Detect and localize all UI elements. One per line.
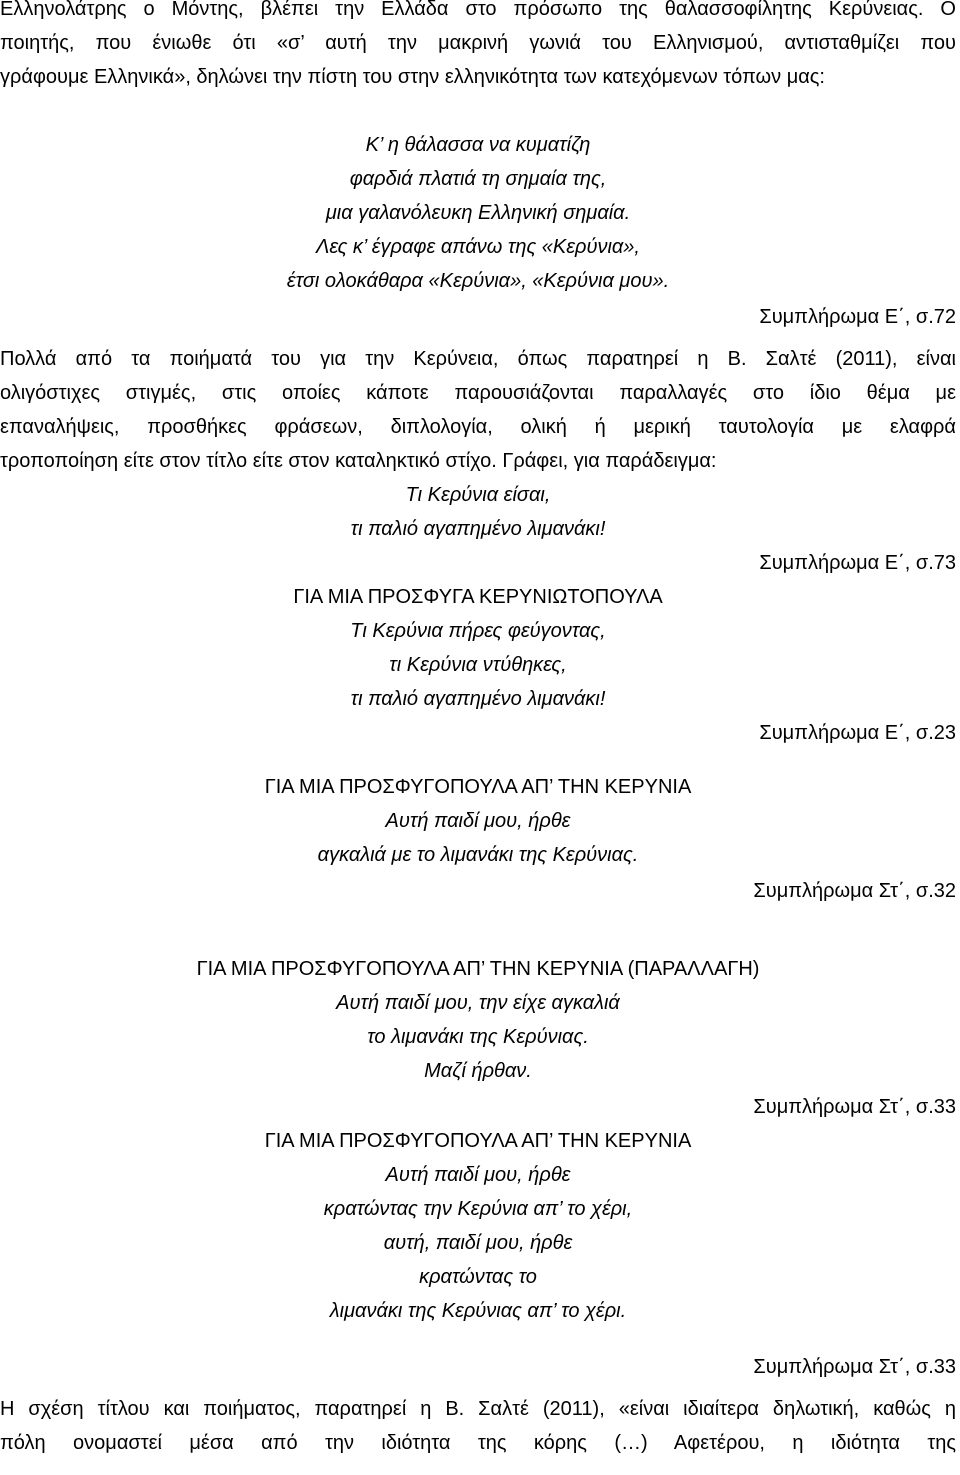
poem-3-line-1: Τι Κερύνια πήρες φεύγοντας, [350,620,606,642]
poem-4-source: Συμπλήρωμα Στ΄, σ.32 [753,880,956,902]
body-line-2: ολιγόστιχες στιγμές, στις οποίες κάποτε παρουσιάζονται παραλλαγές στο ίδιο θέμα με [0,382,956,404]
poem-4-line-2: αγκαλιά με το λιμανάκι της Κερύνιας. [317,844,639,866]
poem-4-line-1: Αυτή παιδί μου, ήρθε [385,810,571,832]
poem-1-line-3: μια γαλανόλευκη Ελληνική σημαία. [325,202,631,224]
intro-line-2-text: ποιητής, που ένιωθε ότι «σ’ αυτή την μακρινή γωνιά του Ελληνισμού, αντισταθμίζει που [0,32,956,54]
poem-1-line-4: Λες κ’ έγραφε απάνω της «Κερύνια», [316,236,640,258]
poem-6-line-4: κρατώντας το [419,1266,537,1288]
poem-6-line-3: αυτή, παιδί μου, ήρθε [383,1232,573,1254]
poem-6-source: Συμπλήρωμα Στ΄, σ.33 [753,1356,956,1378]
poem-6-line-1: Αυτή παιδί μου, ήρθε [385,1164,571,1186]
poem-3-title: ΓΙΑ ΜΙΑ ΠΡΟΣΦΥΓΑ ΚΕΡΥΝΙΩΤΟΠΟΥΛΑ [293,586,663,608]
closing-line-1: Η σχέση τίτλου και ποιήματος, παρατηρεί η Β. Σαλτέ (2011), «είναι ιδιαίτερα δηλωτική, καθώς η [0,1398,956,1420]
poem-1-line-5: έτσι ολοκάθαρα «Κερύνια», «Κερύνια μου». [286,270,670,292]
intro-line-2 [0,26,956,60]
poem-3-line-3: τι παλιό αγαπημένο λιμανάκι! [350,688,606,710]
poem-2-line-1: Τι Κερύνια είσαι, [405,484,551,506]
poem-6-line-2: κρατώντας την Κερύνια απ’ το χέρι, [323,1198,633,1220]
poem-2-line-2: τι παλιό αγαπημένο λιμανάκι! [350,518,606,540]
poem-5-line-2: το λιμανάκι της Κερύνιας. [367,1026,589,1048]
poem-5-line-1: Αυτή παιδί μου, την είχε αγκαλιά [336,992,620,1014]
poem-6-line-5: λιμανάκι της Κερύνιας απ’ το χέρι. [329,1300,627,1322]
intro-line-1: Ελληνολάτρης ο Μόντης, βλέπει την Ελλάδα στο πρόσωπο της θαλασσοφίλητης Κερύνειας. Ο [0,0,956,20]
poem-5-line-3: Μαζί ήρθαν. [424,1060,532,1082]
poem-1-line-1: Κ’ η θάλασσα να κυματίζη [365,134,591,156]
poem-5-source: Συμπλήρωμα Στ΄, σ.33 [753,1096,956,1118]
poem-1-source: Συμπλήρωμα Ε΄, σ.72 [759,306,956,328]
poem-3-line-2: τι Κερύνια ντύθηκες, [389,654,567,676]
poem-1-line-2: φαρδιά πλατιά τη σημαία της, [349,168,607,190]
poem-2-source: Συμπλήρωμα Ε΄, σ.73 [759,552,956,574]
closing-line-2: πόλη ονομαστεί μέσα από την ιδιότητα της κόρης (…) Αφετέρου, η ιδιότητα της [0,1432,956,1454]
poem-6-title: ΓΙΑ ΜΙΑ ΠΡΟΣΦΥΓΟΠΟΥΛΑ ΑΠ’ ΤΗΝ ΚΕΡΥΝΙΑ [264,1130,692,1152]
intro-line-3: γράφουμε Ελληνικά», δηλώνει την πίστη του στην ελληνικότητα των κατεχόμενων τόπων μας: [0,66,825,88]
body-line-1: Πολλά από τα ποιήματά του για την Κερύνεια, όπως παρατηρεί η Β. Σαλτέ (2011), είναι [0,348,956,370]
poem-5-title: ΓΙΑ ΜΙΑ ΠΡΟΣΦΥΓΟΠΟΥΛΑ ΑΠ’ ΤΗΝ ΚΕΡΥΝΙΑ (ΠΑΡΑΛΛΑΓΗ) [196,958,760,980]
poem-3-source: Συμπλήρωμα Ε΄, σ.23 [759,722,956,744]
body-line-3: επαναλήψεις, προσθήκες φράσεων, διπλολογία, ολική ή μερική ταυτολογία με ελαφρά [0,416,956,438]
poem-4-title: ΓΙΑ ΜΙΑ ΠΡΟΣΦΥΓΟΠΟΥΛΑ ΑΠ’ ΤΗΝ ΚΕΡΥΝΙΑ [264,776,692,798]
body-line-4: τροποποίηση είτε στον τίτλο είτε στον καταληκτικό στίχο. Γράφει, για παράδειγμα: [0,450,717,472]
